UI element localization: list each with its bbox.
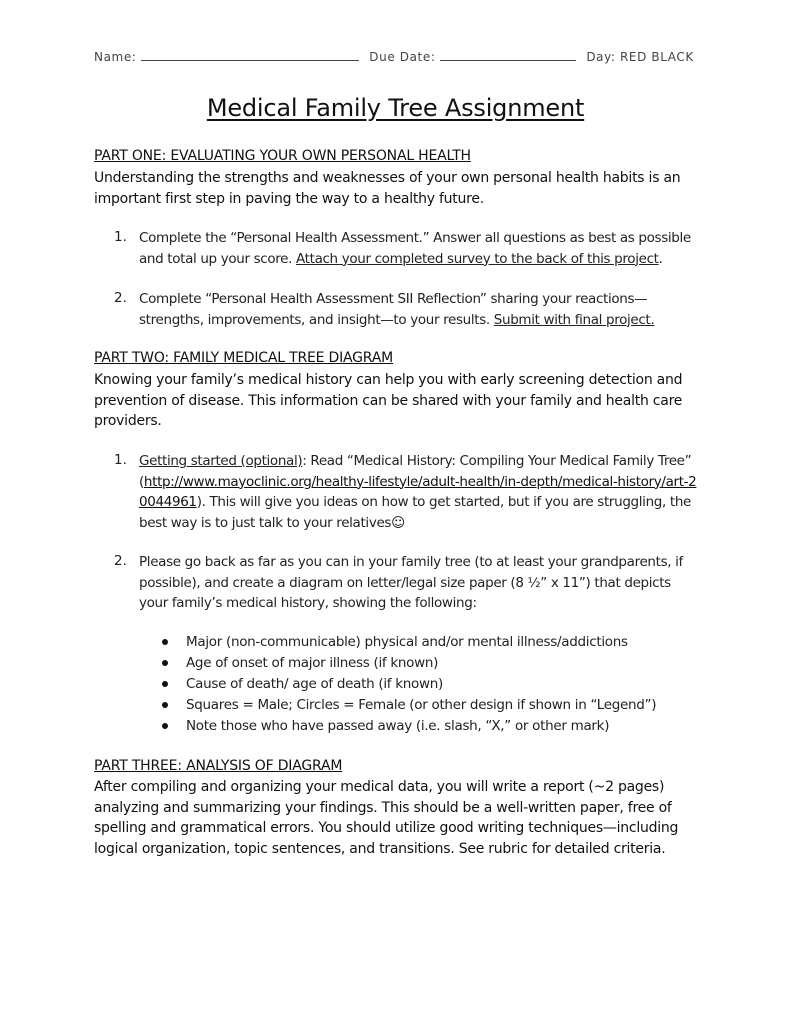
part-two-item-2: Please go back as far as you can in your family tree (to at least your grandparents, if possible), and create a diagram on letter/legal size paper (8 ½” x 11”) that depicts your family’s medical history, showing the following: (139, 554, 683, 611)
part-one-item-1 (139, 228, 699, 269)
list-item-text: Cause of death/ age of death (if known) (186, 676, 443, 692)
name-blank (141, 49, 359, 61)
list-item-text: Age of onset of major illness (if known) (186, 655, 439, 671)
part-one-intro: Understanding the strengths and weaknesses of your own personal health habits is an important first step in paving the way to a healthy future. (94, 170, 681, 207)
name-label: Name: (94, 50, 137, 64)
part-two-item-2-number: 2. (114, 553, 127, 569)
bullet-icon (162, 681, 168, 687)
part-three-heading: PART THREE: ANALYSIS OF DIAGRAM (94, 758, 343, 774)
item-text: Complete the “Personal Health Assessment.” Answer all questions as best as possible and total up your score. (139, 230, 691, 267)
header-line (94, 49, 694, 64)
list-item (160, 716, 656, 737)
item-text-a: : Read “Medical History: Compiling Your Medical Family Tree” ( (139, 453, 692, 490)
list-item (160, 653, 656, 674)
list-item-text: Note those who have passed away (i.e. slash, “X,” or other mark) (186, 718, 610, 734)
part-two-item-1 (139, 451, 699, 533)
day-label: Day: RED BLACK (586, 50, 694, 64)
due-date-label: Due Date: (369, 50, 436, 64)
bullet-icon (162, 660, 168, 666)
part-one-item-2-number: 2. (114, 290, 127, 306)
part-two-intro: Knowing your family’s medical history can help you with early screening detection and prevention of disease. This information can be shared with your family and health care providers. (94, 372, 683, 429)
item-underlined: Submit with final project. (493, 311, 655, 328)
part-one-item-1-number: 1. (114, 229, 127, 245)
bullet-icon (162, 702, 168, 708)
getting-started-label: Getting started (optional) (139, 453, 303, 469)
page-title: Medical Family Tree Assignment (206, 94, 585, 122)
part-three-body: After compiling and organizing your medical data, you will write a report (~2 pages) analyzing and summarizing your findings. This should be a well-written paper, free of spelling and grammatical errors. You should utilize good writing techniques—including logical organization, topic sentences, and transitions. See rubric for detailed criteria. (94, 779, 679, 857)
item-tail: . (658, 250, 663, 267)
item-text: Complete “Personal Health Assessment SII Reflection” sharing your reactions—strengths, improvements, and insight—to your results. (139, 291, 648, 328)
list-item (160, 695, 656, 716)
list-item-text: Major (non-communicable) physical and/or mental illness/addictions (186, 634, 628, 650)
bullet-icon (162, 639, 168, 645)
item-text-b: ). This will give you ideas on how to get started, but if you are struggling, the best way is to just talk to your relatives☺ (139, 494, 691, 531)
list-item (160, 674, 656, 695)
due-date-blank (440, 49, 576, 61)
list-item-text: Squares = Male; Circles = Female (or other design if shown in “Legend”) (186, 697, 657, 713)
bullet-icon (162, 723, 168, 729)
mayo-clinic-link[interactable]: http://www.mayoclinic.org/healthy-lifestyle/adult-health/in-depth/medical-history/art-20044961 (139, 473, 697, 510)
part-one-item-2 (139, 289, 699, 330)
item-underlined: Attach your completed survey to the back of this project (296, 250, 659, 267)
part-one-heading: PART ONE: EVALUATING YOUR OWN PERSONAL HEALTH (94, 148, 471, 164)
diagram-requirements-list (160, 632, 656, 737)
list-item (160, 632, 656, 653)
part-two-item-1-number: 1. (114, 452, 127, 468)
part-two-heading: PART TWO: FAMILY MEDICAL TREE DIAGRAM (94, 350, 394, 366)
